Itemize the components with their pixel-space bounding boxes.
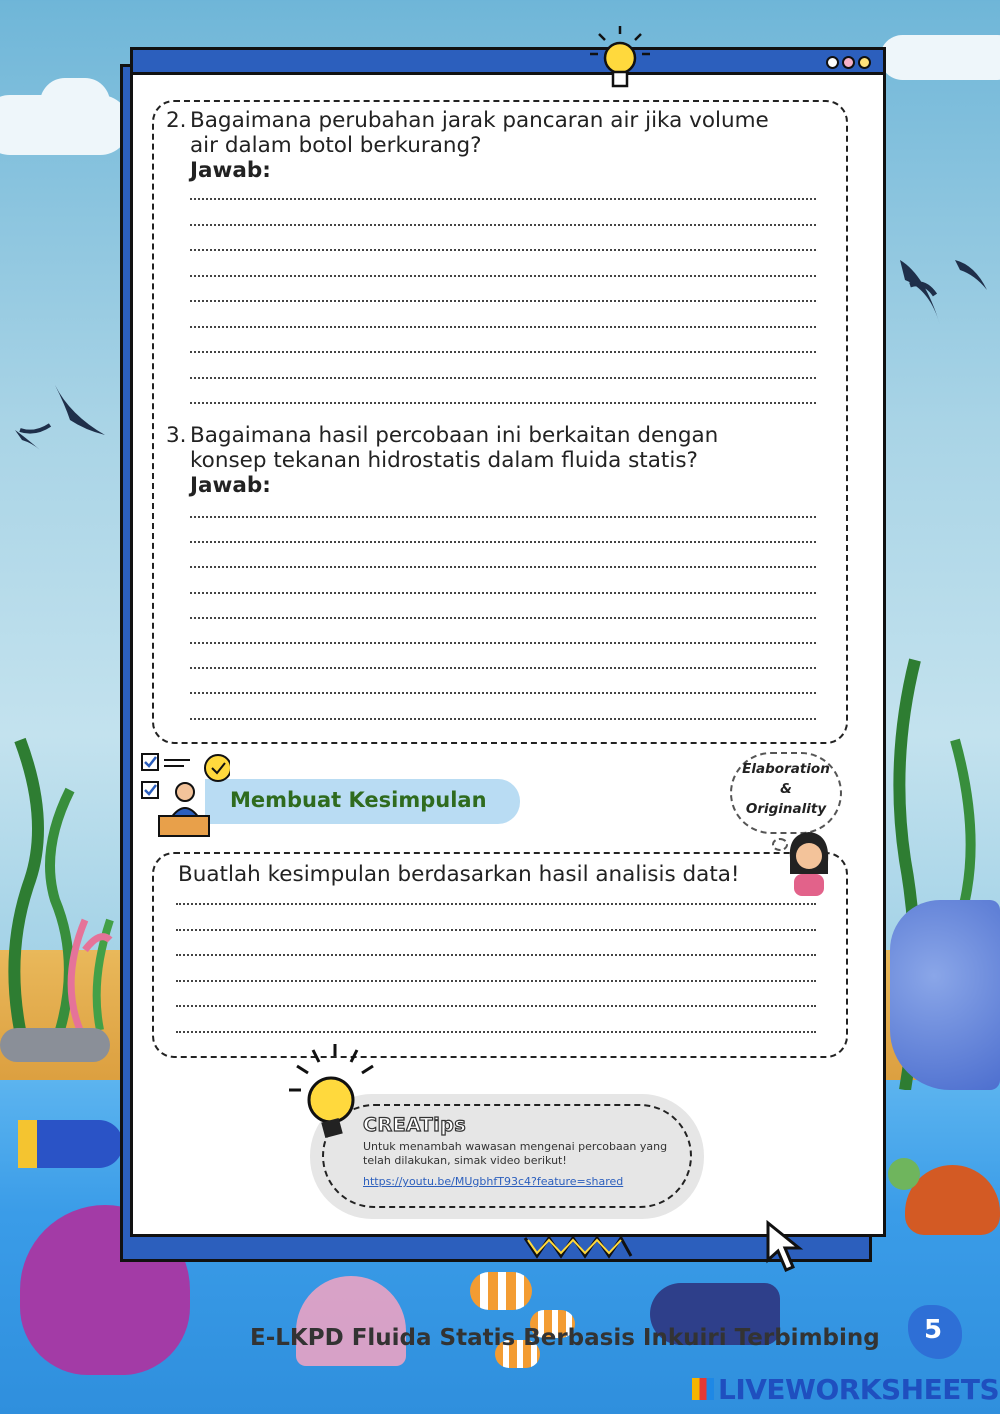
answer-line[interactable] <box>190 198 816 200</box>
thinking-girl-icon <box>784 828 834 898</box>
coral-right <box>890 900 1000 1090</box>
answer-line[interactable] <box>190 224 816 226</box>
footer-title: E-LKPD Fluida Statis Berbasis Inkuiri Terbimbing <box>250 1325 880 1351</box>
question-2 <box>166 108 820 183</box>
page-number: 5 <box>924 1315 943 1345</box>
answer-line[interactable] <box>190 300 816 302</box>
zigzag-icon <box>523 1234 633 1260</box>
question-number: 3. <box>166 423 187 448</box>
question-text: Bagaimana perubahan jarak pancaran air jika volume <box>190 108 769 133</box>
answer-line[interactable] <box>190 642 816 644</box>
tips-body: Untuk menambah wawasan mengenai percobaan yang telah dilakukan, simak video berikut! <box>363 1140 668 1167</box>
presenter-icon <box>153 778 223 838</box>
cloud <box>40 78 110 128</box>
thought-line: Originality <box>745 801 827 817</box>
brand-logo-mark <box>692 1378 714 1400</box>
window-titlebar <box>133 50 883 75</box>
answer-line[interactable] <box>176 903 816 905</box>
cloud <box>880 35 1000 80</box>
answer-line[interactable] <box>190 541 816 543</box>
answer-line[interactable] <box>176 980 816 982</box>
questions-box <box>152 100 848 744</box>
answer-line[interactable] <box>176 954 816 956</box>
answer-line[interactable] <box>190 592 816 594</box>
question-3 <box>166 423 820 498</box>
rocks-left <box>0 1028 110 1062</box>
answer-line[interactable] <box>190 326 816 328</box>
answer-line[interactable] <box>190 516 816 518</box>
brand-name: LIVEWORKSHEETS <box>718 1373 1000 1406</box>
answer-line[interactable] <box>190 377 816 379</box>
answer-line[interactable] <box>190 351 816 353</box>
answer-label: Jawab: <box>190 473 271 498</box>
window-dot <box>858 56 871 69</box>
answer-line[interactable] <box>176 1031 816 1033</box>
question-number: 2. <box>166 108 187 133</box>
bird-icon <box>895 250 995 340</box>
lightbulb-icon <box>585 24 655 94</box>
answer-line[interactable] <box>190 249 816 251</box>
window-dot <box>826 56 839 69</box>
answer-label: Jawab: <box>190 158 271 183</box>
answer-line[interactable] <box>190 718 816 720</box>
question-text: air dalam botol berkurang? <box>190 133 482 158</box>
bird-icon <box>10 375 130 465</box>
answer-line[interactable] <box>190 617 816 619</box>
answer-line[interactable] <box>190 275 816 277</box>
seaweed-left <box>0 700 130 1030</box>
striped-fish <box>470 1272 532 1310</box>
answer-line[interactable] <box>190 667 816 669</box>
fish-left <box>18 1120 123 1168</box>
conclusion-prompt: Buatlah kesimpulan berdasarkan hasil analisis data! <box>178 862 740 887</box>
answer-line[interactable] <box>176 929 816 931</box>
tips-title: CREATips <box>363 1114 467 1136</box>
thought-bubble <box>730 752 842 834</box>
turtle-head <box>888 1158 920 1190</box>
video-link[interactable]: https://youtu.be/MUgbhfT93c4?feature=shared <box>363 1175 624 1188</box>
thought-line: & <box>780 781 792 797</box>
answer-line[interactable] <box>190 566 816 568</box>
answer-line[interactable] <box>190 402 816 404</box>
cursor-arrow-icon <box>765 1220 815 1275</box>
answer-line[interactable] <box>176 1005 816 1007</box>
section-title: Membuat Kesimpulan <box>230 788 487 812</box>
answer-line[interactable] <box>190 692 816 694</box>
window-dot <box>842 56 855 69</box>
thought-line: Elaboration <box>742 761 830 777</box>
question-text: konsep tekanan hidrostatis dalam fluida statis? <box>190 448 698 473</box>
question-text: Bagaimana hasil percobaan ini berkaitan dengan <box>190 423 719 448</box>
